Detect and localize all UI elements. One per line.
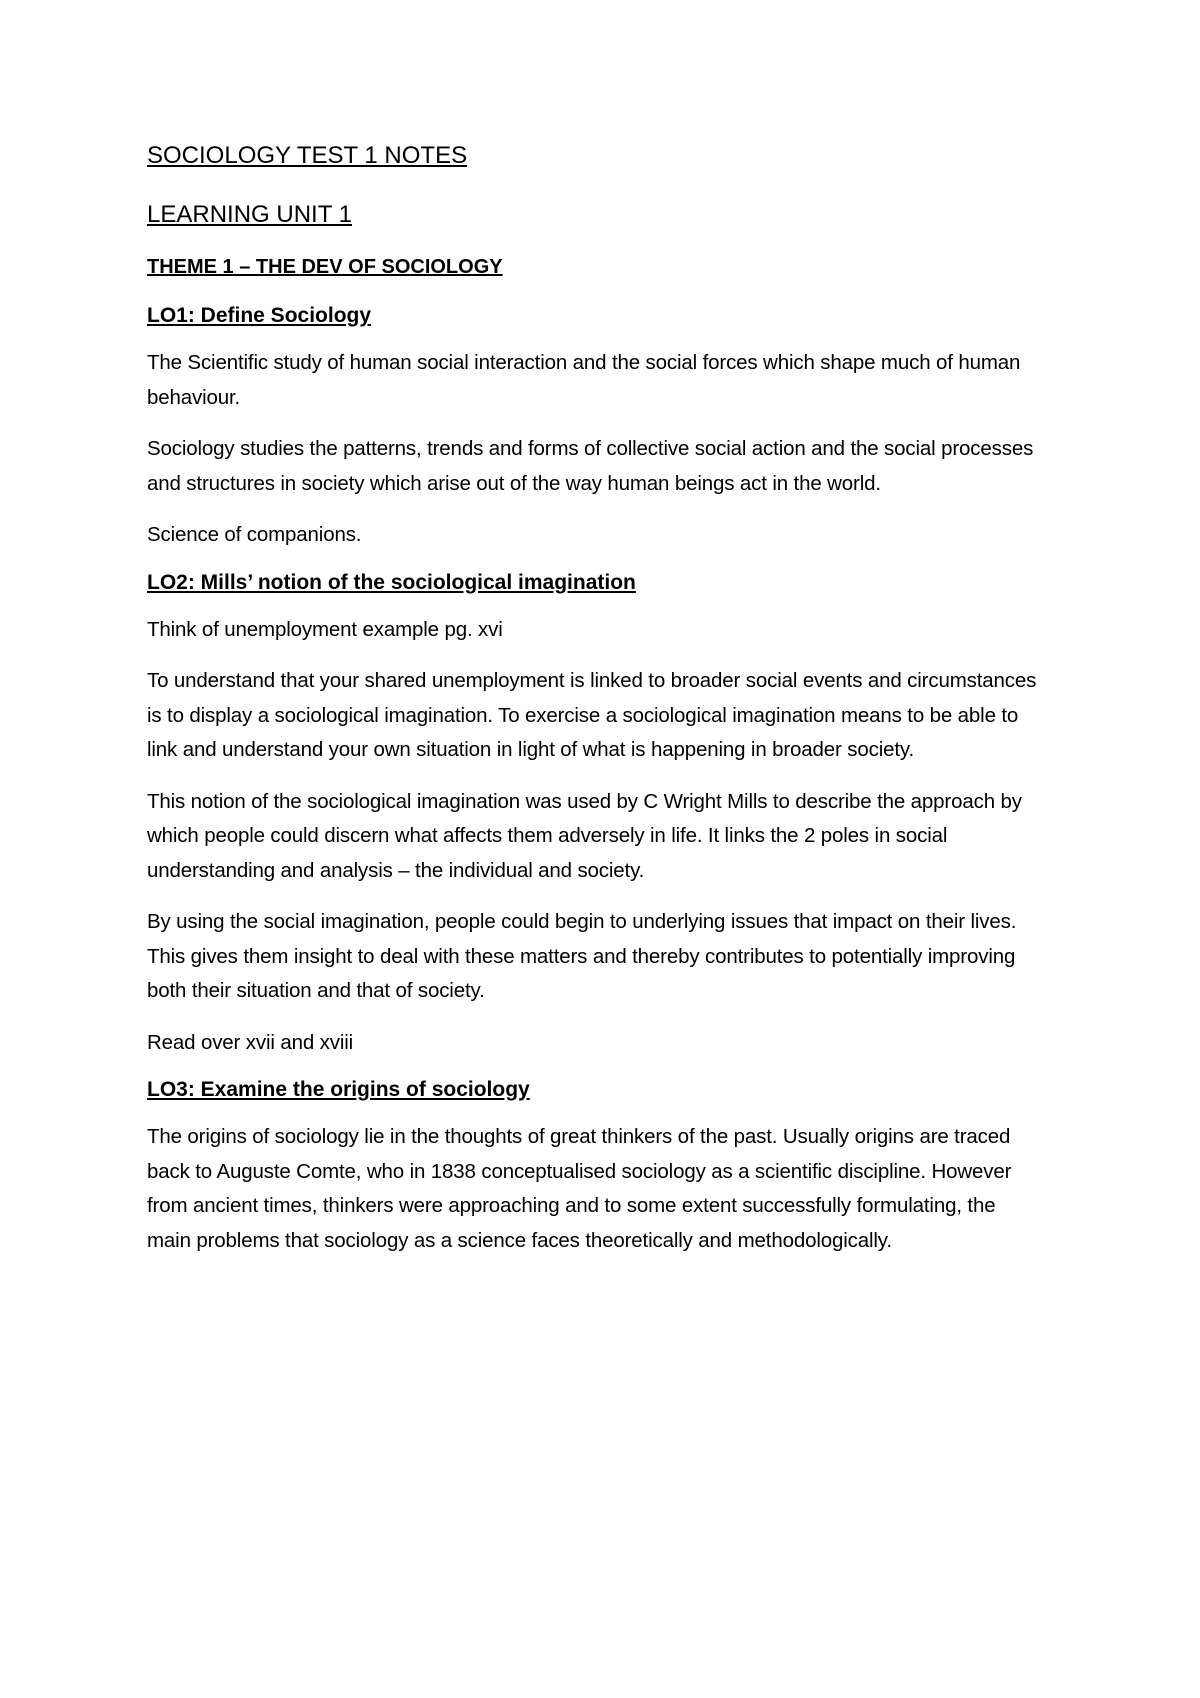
paragraph: Read over xvii and xviii: [147, 1030, 354, 1054]
document-title: SOCIOLOGY TEST 1 NOTES: [147, 142, 468, 169]
paragraph: To understand that your shared unemployment is linked to broader social events and circumstances is to display a sociological imagination. To exercise a sociological imagination means to be able to link and understand your own situation in light of what is happening in broader society.: [147, 669, 1037, 761]
paragraph: By using the social imagination, people could begin to underlying issues that impact on their lives. This gives them insight to deal with these matters and thereby contributes to potentially improving both their situation and that of society.: [147, 910, 1017, 1002]
section-lo2: [147, 570, 1040, 1061]
section-heading: LO2: Mills’ notion of the sociological imagination: [147, 570, 636, 594]
paragraph: This notion of the sociological imagination was used by C Wright Mills to describe the approach by which people could discern what affects them adversely in life. It links the 2 poles in social understanding and analysis – the individual and society.: [147, 789, 1022, 882]
paragraph: The origins of sociology lie in the thoughts of great thinkers of the past. Usually origins are traced back to Auguste Comte, who in 1838 conceptualised sociology as a scientific discipline. However from ancient times, thinkers were approaching and to some extent successfully formulating, the main problems that sociology as a science faces theoretically and methodologically.: [147, 1125, 1012, 1252]
section-heading: LO3: Examine the origins of sociology: [147, 1078, 530, 1101]
paragraph: The Scientific study of human social interaction and the social forces which shape much of human behaviour.: [147, 351, 1021, 409]
paragraph: Science of companions.: [147, 523, 362, 546]
section-heading: LO1: Define Sociology: [147, 304, 372, 327]
theme-heading: THEME 1 – THE DEV OF SOCIOLOGY: [147, 256, 503, 278]
learning-unit-heading: LEARNING UNIT 1: [147, 201, 352, 228]
section-lo1: [147, 303, 1040, 553]
section-lo3: [147, 1077, 1040, 1258]
paragraph: Sociology studies the patterns, trends and forms of collective social action and the social processes and structures in society which arise out of the way human beings act in the world.: [147, 437, 1034, 495]
paragraph: Think of unemployment example pg. xvi: [147, 617, 503, 641]
